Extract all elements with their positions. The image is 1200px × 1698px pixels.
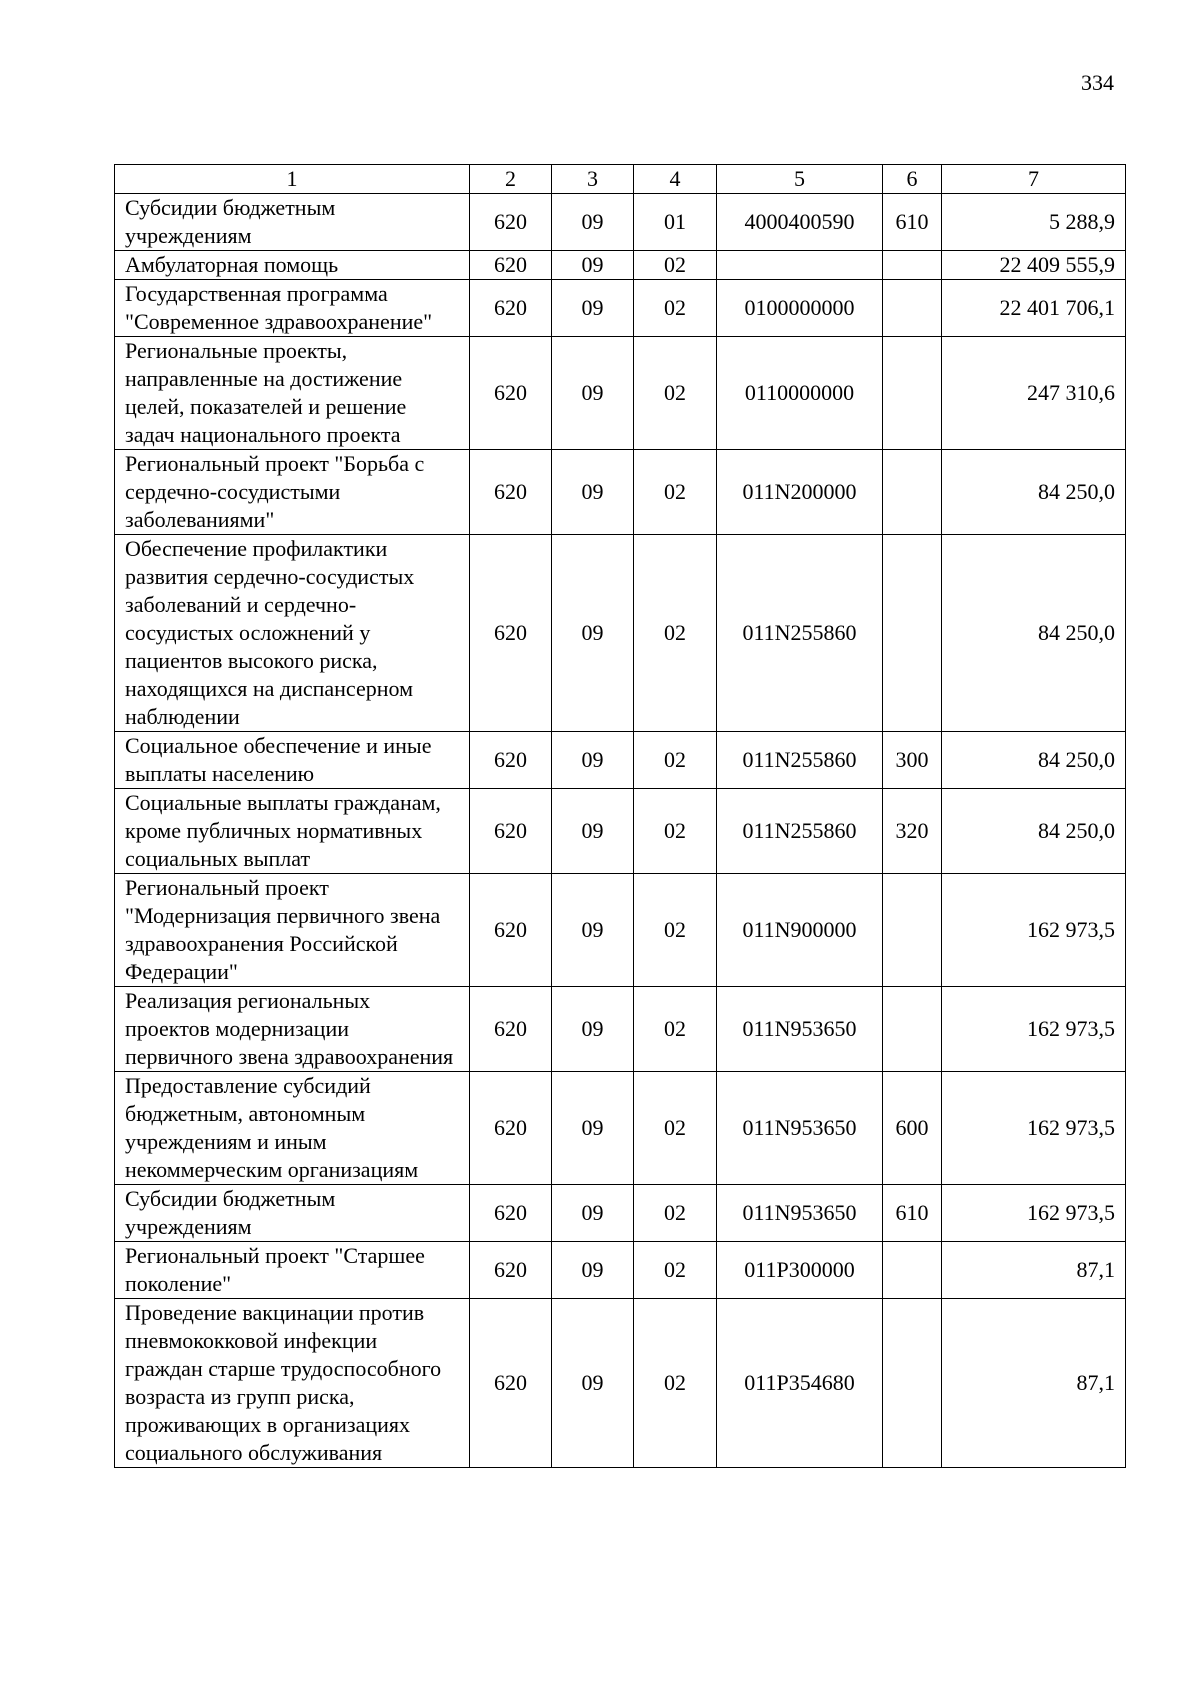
row-section-cell: 09	[552, 1242, 634, 1299]
row-target-article-cell: 0110000000	[717, 337, 883, 450]
row-section-cell: 09	[552, 789, 634, 874]
row-target-article-cell: 011N255860	[717, 535, 883, 732]
row-expense-type-cell	[883, 535, 942, 732]
table-row	[115, 874, 1126, 987]
row-target-article-cell: 011N953650	[717, 987, 883, 1072]
row-expense-type-cell	[883, 251, 942, 280]
row-subsection-cell: 02	[634, 280, 717, 337]
row-subsection-cell: 02	[634, 1299, 717, 1468]
row-section-cell: 09	[552, 1072, 634, 1185]
row-expense-type-cell: 610	[883, 194, 942, 251]
row-subsection-cell: 02	[634, 874, 717, 987]
row-expense-type-cell	[883, 280, 942, 337]
row-target-article-cell: 011N953650	[717, 1072, 883, 1185]
row-section-cell: 09	[552, 1185, 634, 1242]
header-cell-2: 2	[470, 165, 552, 194]
row-section-cell: 09	[552, 535, 634, 732]
table-row	[115, 280, 1126, 337]
row-name-cell: Субсидии бюджетным учреждениям	[115, 1185, 470, 1242]
row-expense-type-cell: 610	[883, 1185, 942, 1242]
row-code-cell: 620	[470, 1185, 552, 1242]
row-code-cell: 620	[470, 194, 552, 251]
row-amount-cell: 22 409 555,9	[942, 251, 1126, 280]
header-cell-1: 1	[115, 165, 470, 194]
row-section-cell: 09	[552, 450, 634, 535]
row-subsection-cell: 02	[634, 337, 717, 450]
table-row	[115, 789, 1126, 874]
table-row	[115, 1299, 1126, 1468]
row-amount-cell: 84 250,0	[942, 535, 1126, 732]
table-row	[115, 194, 1126, 251]
row-code-cell: 620	[470, 874, 552, 987]
row-section-cell: 09	[552, 874, 634, 987]
row-code-cell: 620	[470, 987, 552, 1072]
row-amount-cell: 162 973,5	[942, 874, 1126, 987]
row-name-cell: Субсидии бюджетным учреждениям	[115, 194, 470, 251]
header-cell-7: 7	[942, 165, 1126, 194]
row-subsection-cell: 02	[634, 987, 717, 1072]
row-subsection-cell: 02	[634, 1242, 717, 1299]
row-name-cell: Предоставление субсидий бюджетным, автономным учреждениям и иным некоммерческим организациям	[115, 1072, 470, 1185]
row-expense-type-cell: 600	[883, 1072, 942, 1185]
row-code-cell: 620	[470, 1299, 552, 1468]
row-expense-type-cell: 300	[883, 732, 942, 789]
row-target-article-cell: 011P300000	[717, 1242, 883, 1299]
table-row	[115, 535, 1126, 732]
row-subsection-cell: 02	[634, 535, 717, 732]
row-target-article-cell: 011N953650	[717, 1185, 883, 1242]
table-row	[115, 732, 1126, 789]
row-section-cell: 09	[552, 280, 634, 337]
row-name-cell: Амбулаторная помощь	[115, 251, 470, 280]
table-row	[115, 450, 1126, 535]
row-name-cell: Обеспечение профилактики развития сердечно-сосудистых заболеваний и сердечно-сосудистых осложнений у пациентов высокого риска, находящихся на диспансерном наблюдении	[115, 535, 470, 732]
row-target-article-cell: 011N255860	[717, 732, 883, 789]
budget-table	[114, 164, 1126, 1468]
row-name-cell: Социальные выплаты гражданам, кроме публичных нормативных социальных выплат	[115, 789, 470, 874]
row-section-cell: 09	[552, 732, 634, 789]
row-amount-cell: 162 973,5	[942, 1072, 1126, 1185]
row-code-cell: 620	[470, 732, 552, 789]
row-amount-cell: 87,1	[942, 1299, 1126, 1468]
row-name-cell: Региональный проект "Модернизация первичного звена здравоохранения Российской Федерации"	[115, 874, 470, 987]
row-section-cell: 09	[552, 194, 634, 251]
row-code-cell: 620	[470, 280, 552, 337]
table-row	[115, 251, 1126, 280]
table-row	[115, 987, 1126, 1072]
row-expense-type-cell	[883, 450, 942, 535]
row-amount-cell: 84 250,0	[942, 789, 1126, 874]
row-amount-cell: 162 973,5	[942, 987, 1126, 1072]
row-amount-cell: 22 401 706,1	[942, 280, 1126, 337]
row-target-article-cell: 4000400590	[717, 194, 883, 251]
row-name-cell: Социальное обеспечение и иные выплаты населению	[115, 732, 470, 789]
page-number: 334	[1081, 70, 1114, 95]
table-row	[115, 337, 1126, 450]
row-code-cell: 620	[470, 450, 552, 535]
row-subsection-cell: 02	[634, 251, 717, 280]
row-section-cell: 09	[552, 987, 634, 1072]
header-cell-3: 3	[552, 165, 634, 194]
table-row	[115, 1072, 1126, 1185]
row-name-cell: Государственная программа "Современное здравоохранение"	[115, 280, 470, 337]
row-target-article-cell: 0100000000	[717, 280, 883, 337]
row-target-article-cell: 011N200000	[717, 450, 883, 535]
row-expense-type-cell: 320	[883, 789, 942, 874]
header-row	[115, 165, 1126, 194]
row-name-cell: Проведение вакцинации против пневмококковой инфекции граждан старше трудоспособного возраста из групп риска, проживающих в организациях социального обслуживания	[115, 1299, 470, 1468]
row-subsection-cell: 02	[634, 789, 717, 874]
row-expense-type-cell	[883, 987, 942, 1072]
row-amount-cell: 87,1	[942, 1242, 1126, 1299]
row-amount-cell: 84 250,0	[942, 450, 1126, 535]
row-subsection-cell: 02	[634, 1185, 717, 1242]
row-expense-type-cell	[883, 337, 942, 450]
header-cell-5: 5	[717, 165, 883, 194]
header-cell-4: 4	[634, 165, 717, 194]
row-expense-type-cell	[883, 1242, 942, 1299]
row-expense-type-cell	[883, 1299, 942, 1468]
row-name-cell: Региональные проекты, направленные на достижение целей, показателей и решение задач национального проекта	[115, 337, 470, 450]
row-target-article-cell: 011N900000	[717, 874, 883, 987]
row-name-cell: Региональный проект "Старшее поколение"	[115, 1242, 470, 1299]
row-code-cell: 620	[470, 251, 552, 280]
row-code-cell: 620	[470, 1072, 552, 1185]
row-target-article-cell	[717, 251, 883, 280]
row-subsection-cell: 02	[634, 450, 717, 535]
row-section-cell: 09	[552, 1299, 634, 1468]
row-subsection-cell: 02	[634, 1072, 717, 1185]
row-section-cell: 09	[552, 337, 634, 450]
row-target-article-cell: 011N255860	[717, 789, 883, 874]
row-code-cell: 620	[470, 535, 552, 732]
row-name-cell: Региональный проект "Борьба с сердечно-сосудистыми заболеваниями"	[115, 450, 470, 535]
row-amount-cell: 5 288,9	[942, 194, 1126, 251]
header-cell-6: 6	[883, 165, 942, 194]
row-amount-cell: 247 310,6	[942, 337, 1126, 450]
row-amount-cell: 84 250,0	[942, 732, 1126, 789]
table-row	[115, 1185, 1126, 1242]
row-name-cell: Реализация региональных проектов модернизации первичного звена здравоохранения	[115, 987, 470, 1072]
row-code-cell: 620	[470, 1242, 552, 1299]
row-code-cell: 620	[470, 337, 552, 450]
row-code-cell: 620	[470, 789, 552, 874]
row-subsection-cell: 01	[634, 194, 717, 251]
row-subsection-cell: 02	[634, 732, 717, 789]
table-row	[115, 1242, 1126, 1299]
row-amount-cell: 162 973,5	[942, 1185, 1126, 1242]
row-target-article-cell: 011P354680	[717, 1299, 883, 1468]
row-section-cell: 09	[552, 251, 634, 280]
row-expense-type-cell	[883, 874, 942, 987]
